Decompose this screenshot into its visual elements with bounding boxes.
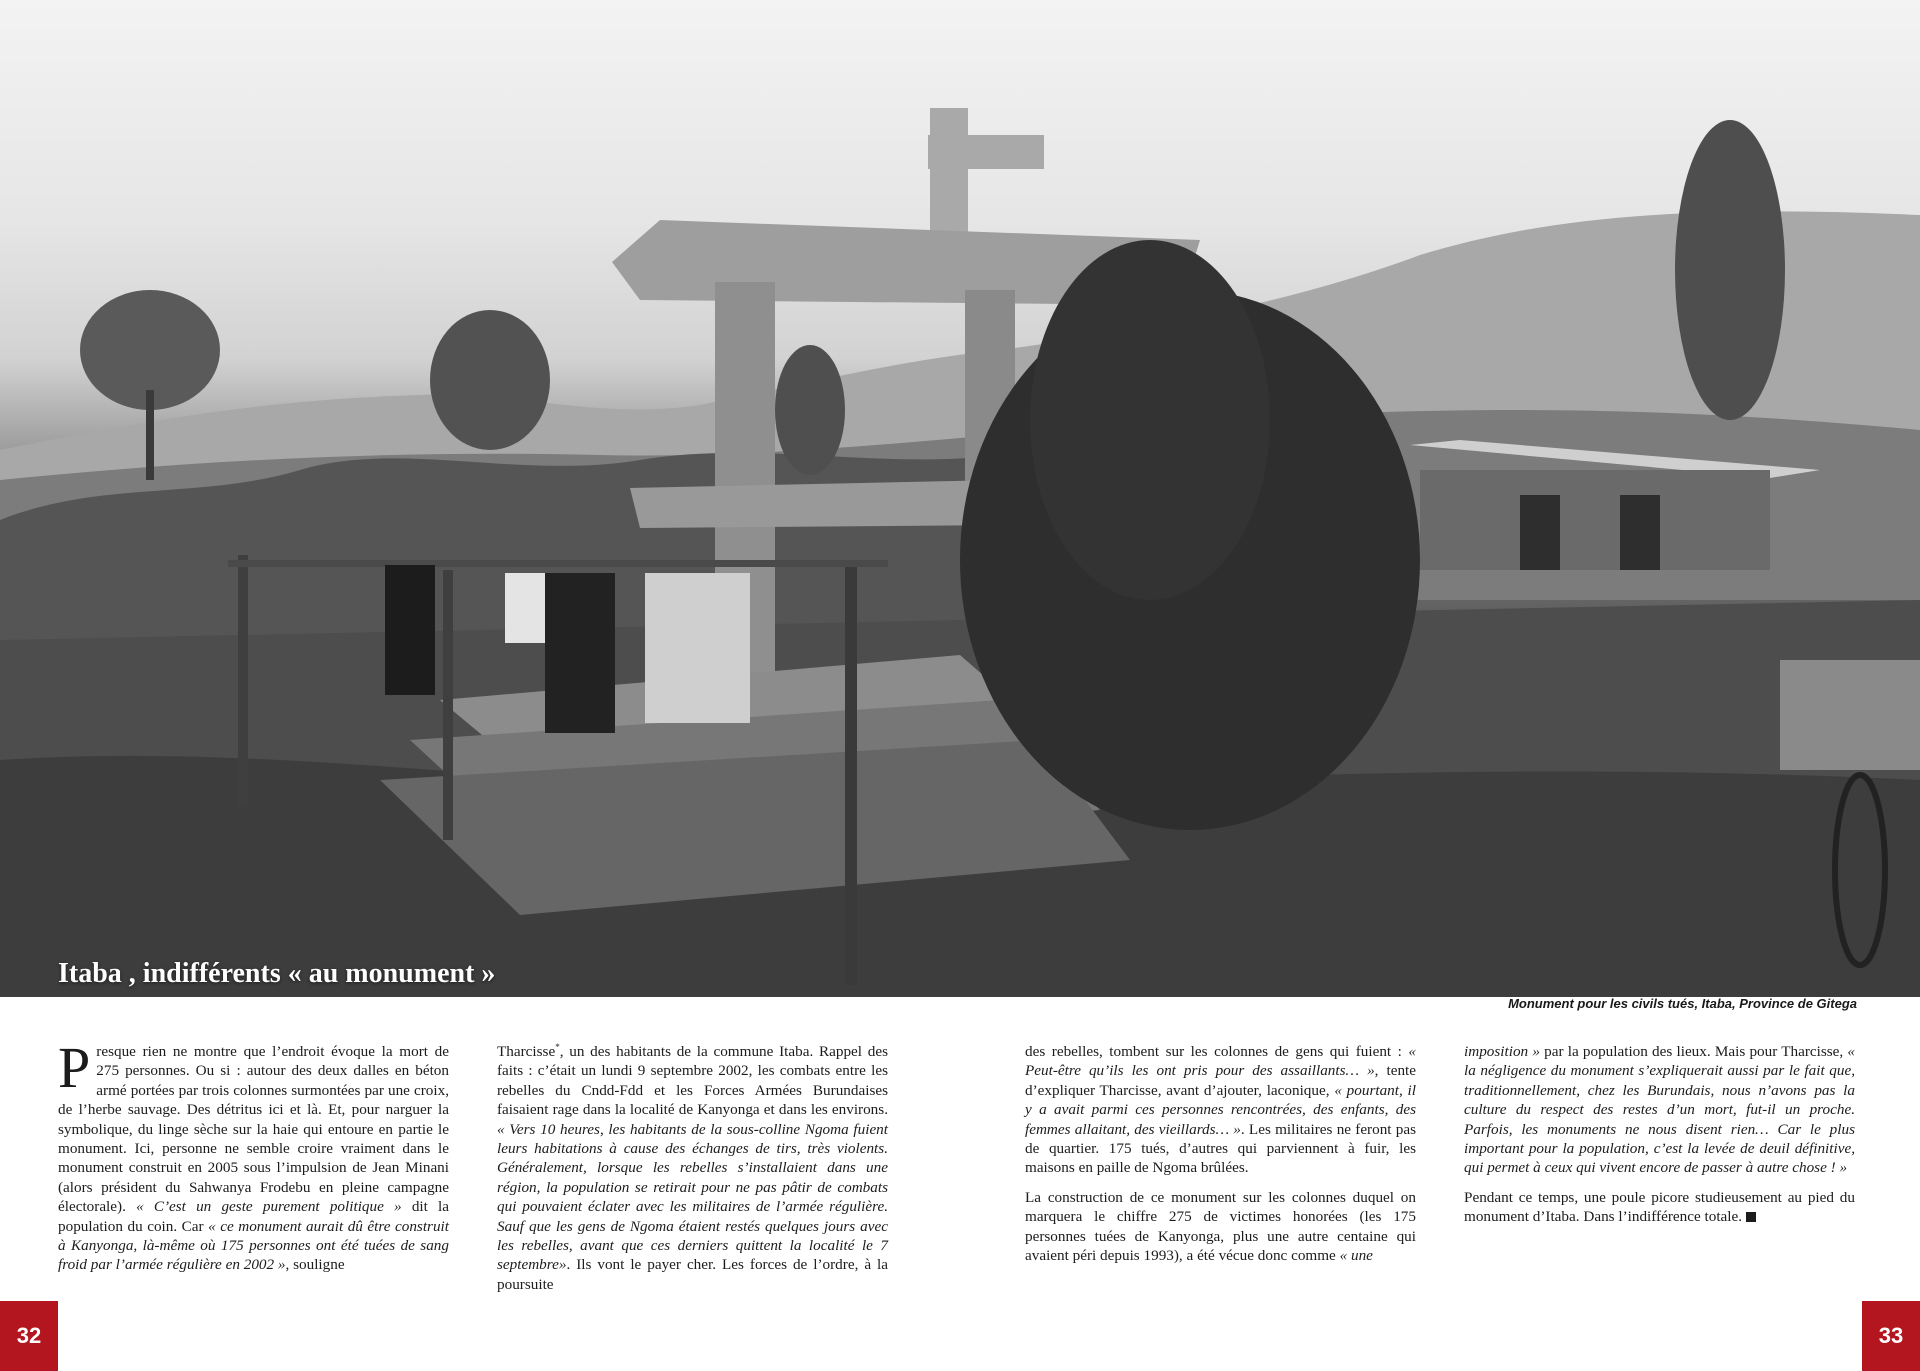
body-text: Pendant ce temps, une poule picore studieusement au pied du monument d’Itaba. Dans l’indifférence totale. xyxy=(1464,1188,1855,1226)
body-text: resque rien ne montre que l’endroit évoque la mort de 275 personnes. Ou si : autour des deux dalles en béton armé portées par trois colonnes surmontées par une croix, de l’herbe sauvage. Des détritus ici et là. Et, pour narguer la symbolique, du linge sèche sur la haie qui entoure en partie le monument. Ici, personne ne semble croire vraiment dans le monument construit en 2005 sous l’impulsion de Jean Minani (alors président du Sahwanya Frodebu en pleine campagne électorale). xyxy=(58,1043,449,1216)
body-text: par la population des lieux. Mais pour Tharcisse, xyxy=(1539,1043,1848,1060)
body-text: * xyxy=(555,1041,560,1052)
quoted-text: imposition » xyxy=(1464,1043,1540,1060)
body-text: . Les militaires ne feront pas de quartier. 175 tués, d’autres qui parviennent à fuir, les maisons en paille de Ngoma brûlées. xyxy=(1025,1120,1416,1177)
article-paragraph xyxy=(1464,1188,1855,1227)
photo-caption: Monument pour les civils tués, Itaba, Province de Gitega xyxy=(1508,996,1857,1011)
quoted-text: « ce monument aurait dû être construit à Kanyonga, là-même où 175 personnes ont été tuées de sang froid par l’armée régulière en 2002 » xyxy=(58,1217,449,1274)
body-text: dit la population du coin. Car xyxy=(58,1198,449,1235)
body-text: des rebelles, tombent sur les colonnes de gens qui fuient : xyxy=(1025,1043,1409,1060)
text-column-3 xyxy=(1025,1042,1416,1275)
page-number-left: 32 xyxy=(0,1301,58,1371)
body-text: . Ils vont le payer cher. Les forces de l’ordre, à la poursuite xyxy=(497,1256,888,1293)
text-column-4 xyxy=(1464,1042,1855,1237)
body-text: La construction de ce monument sur les colonnes duquel on marquera le chiffre 275 de victimes honorées (les 175 personnes tuées de Kanyonga, plus une autre centaine qui avaient péri depuis 1993), a été vécue donc comme xyxy=(1025,1188,1416,1265)
article-title: Itaba , indifférents « au monument » xyxy=(58,958,496,989)
quoted-text: « C’est un geste purement politique » xyxy=(136,1198,402,1216)
text-column-2 xyxy=(497,1042,888,1304)
quoted-text: « pourtant, il y a avait parmi ces personnes rencontrées, des enfants, des femmes allaitant, des vieillards… » xyxy=(1025,1081,1417,1138)
end-of-article-mark xyxy=(1746,1212,1756,1222)
page-number-right: 33 xyxy=(1862,1301,1920,1371)
drop-cap: P xyxy=(58,1035,91,1100)
article-paragraph xyxy=(1025,1042,1416,1178)
quoted-text: « Peut-être qu’ils les ont pris pour des assaillants… » xyxy=(1025,1043,1416,1080)
body-text: , tente d’expliquer Tharcisse, avant d’ajouter, laconique, xyxy=(1025,1062,1417,1099)
quoted-text: « la négligence du monument s’expliquerait aussi par le fait que, traditionnellement, chez les Burundais, nous n’avons pas la culture du respect des restes d’un mort, fut-il un proche. Parfois, les monuments ne nous disent rien… Car le plus important pour la population, c’est la levée de deuil définitive, qui permet à ceux qui vivent encore de passer à autre chose ! » xyxy=(1464,1043,1855,1177)
body-text: Tharcisse xyxy=(497,1043,556,1060)
quoted-text: « Vers 10 heures, les habitants de la sous-colline Ngoma fuient leurs habitations à cause des échanges de tirs, très violents. Généralement, lorsque les rebelles s’installaient dans une région, la population se retirait pour ne pas pâtir de combats qui pouvaient éclater avec les militaires de l’armée régulière. Sauf que les gens de Ngoma étaient restés quelques jours avec les rebelles, avant que ces derniers quittent la localité le 7 septembre» xyxy=(497,1120,888,1274)
body-text: , souligne xyxy=(285,1256,345,1274)
body-text: , un des habitants de la commune Itaba. Rappel des faits : c’était un lundi 9 septembre 2002, les combats entre les rebelles du Cndd-Fdd et les Forces Armées Burundaises faisaient rage dans la localité de Kanyonga et dans les environs. xyxy=(497,1043,888,1119)
article-paragraph xyxy=(1025,1188,1416,1266)
article-paragraph xyxy=(497,1042,888,1294)
article-paragraph xyxy=(1464,1042,1855,1178)
text-column-1 xyxy=(58,1035,449,1285)
article-paragraph xyxy=(58,1035,449,1275)
quoted-text: « une xyxy=(1339,1247,1373,1265)
